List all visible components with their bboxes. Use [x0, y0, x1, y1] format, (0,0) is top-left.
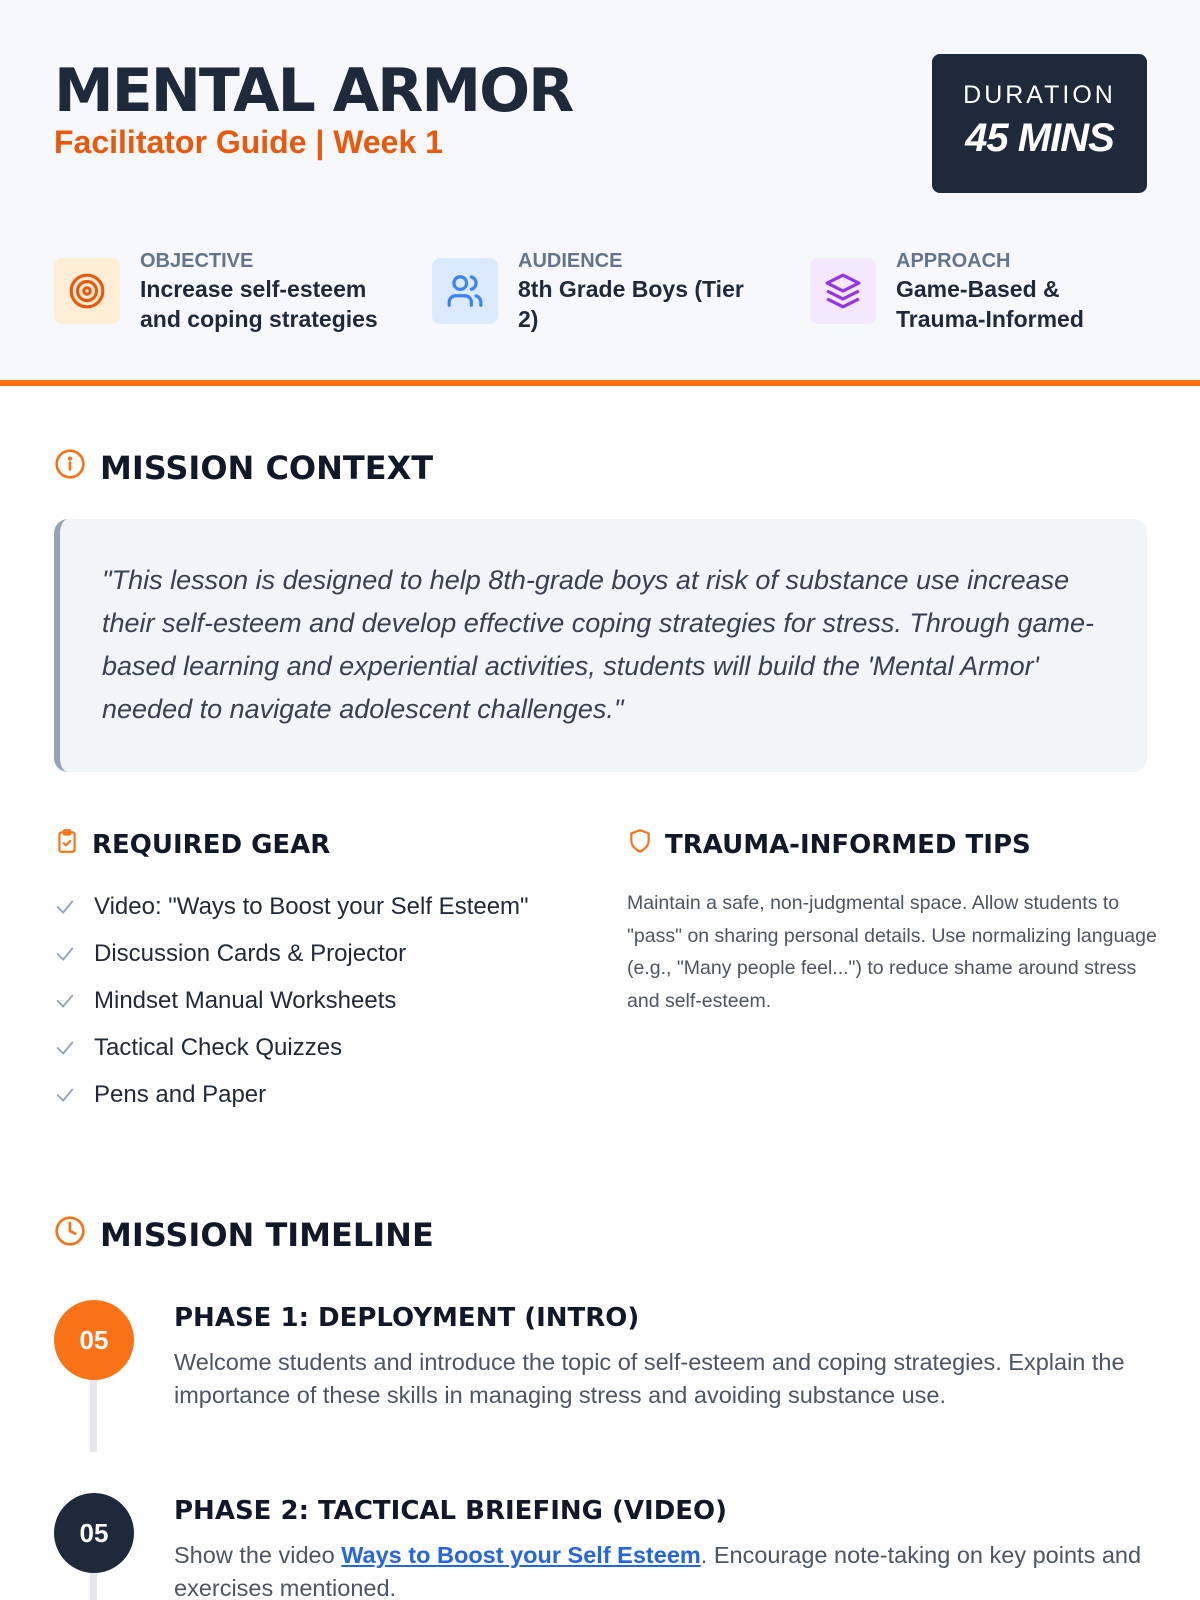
- approach-value: Game-Based & Trauma-Informed: [896, 276, 1084, 332]
- clock-icon: [54, 1215, 86, 1255]
- check-icon: [54, 896, 80, 918]
- audience-label: AUDIENCE: [518, 250, 623, 272]
- phase-2-title: PHASE 2: TACTICAL BRIEFING (VIDEO): [174, 1496, 728, 1526]
- check-icon: [54, 943, 80, 965]
- target-icon: [54, 258, 120, 324]
- list-item: [54, 930, 529, 977]
- objective-label: OBJECTIVE: [140, 250, 254, 272]
- objective-value: Increase self-esteem and coping strategies: [140, 276, 378, 332]
- layers-icon: [810, 258, 876, 324]
- list-item: [54, 883, 529, 930]
- phase-1-description: Welcome students and introduce the topic of self-esteem and coping strategies. Explain the importance of these skills in managing stress and avoiding substance use.: [174, 1349, 1125, 1408]
- trauma-tips-text: Maintain a safe, non-judgmental space. Allow students to "pass" on sharing personal details. Use normalizing language (e.g., "Many people feel...") to reduce shame around stress and self-esteem.: [627, 892, 1157, 1012]
- phase-2-desc-after: . Encourage note-taking on key points and exercises mentioned.: [174, 1542, 1142, 1600]
- shield-icon: [627, 828, 653, 861]
- page-subtitle: Facilitator Guide | Week 1: [54, 124, 443, 160]
- gear-list: [54, 883, 529, 1118]
- mission-context-quote: [54, 519, 1147, 772]
- mission-context-title: MISSION CONTEXT: [100, 449, 434, 487]
- gear-item-label: Pens and Paper: [94, 1080, 267, 1108]
- header: [0, 0, 1200, 386]
- duration-badge: [932, 54, 1147, 193]
- mission-timeline-heading: [54, 1215, 434, 1255]
- page-title: MENTAL ARMOR: [54, 56, 573, 126]
- required-gear-heading: [54, 828, 330, 861]
- audience-value: 8th Grade Boys (Tier 2): [518, 276, 744, 332]
- trauma-tips-heading: [627, 828, 1031, 861]
- approach-label: APPROACH: [896, 250, 1011, 272]
- info-icon: [54, 448, 86, 488]
- duration-label: DURATION: [963, 81, 1116, 109]
- phase-2-description: [174, 1539, 1159, 1600]
- clipboard-check-icon: [54, 828, 80, 861]
- trauma-tips-title: TRAUMA-INFORMED TIPS: [665, 829, 1031, 860]
- phase-2-desc-before: Show the video: [174, 1542, 342, 1568]
- context-quote-text: "This lesson is designed to help 8th-grade boys at risk of substance use increase their self-esteem and develop effective coping strategies for stress. Through game-based learning and experiential activities, students will build the 'Mental Armor' needed to navigate adolescent challenges.": [102, 565, 1094, 724]
- video-link[interactable]: Ways to Boost your Self Esteem: [341, 1542, 701, 1568]
- phase-1-duration-circle: [54, 1300, 134, 1380]
- required-gear-title: REQUIRED GEAR: [92, 829, 331, 860]
- mission-timeline-title: MISSION TIMELINE: [100, 1216, 434, 1254]
- phase-1-minutes: 05: [79, 1324, 109, 1355]
- list-item: [54, 977, 529, 1024]
- gear-item-label: Mindset Manual Worksheets: [94, 986, 397, 1014]
- list-item: [54, 1071, 529, 1118]
- phase-2-minutes: 05: [79, 1517, 109, 1548]
- list-item: [54, 1024, 529, 1071]
- gear-item-label: Discussion Cards & Projector: [94, 939, 407, 967]
- mission-context-heading: [54, 448, 433, 488]
- check-icon: [54, 990, 80, 1012]
- users-icon: [432, 258, 498, 324]
- check-icon: [54, 1037, 80, 1059]
- gear-item-label: Tactical Check Quizzes: [94, 1033, 343, 1061]
- phase-1-title: PHASE 1: DEPLOYMENT (INTRO): [174, 1303, 640, 1333]
- duration-value: 45 MINS: [965, 116, 1114, 160]
- gear-item-label: Video: "Ways to Boost your Self Esteem": [94, 892, 529, 920]
- check-icon: [54, 1084, 80, 1106]
- timeline-connector: [90, 1370, 97, 1452]
- phase-2-duration-circle: [54, 1493, 134, 1573]
